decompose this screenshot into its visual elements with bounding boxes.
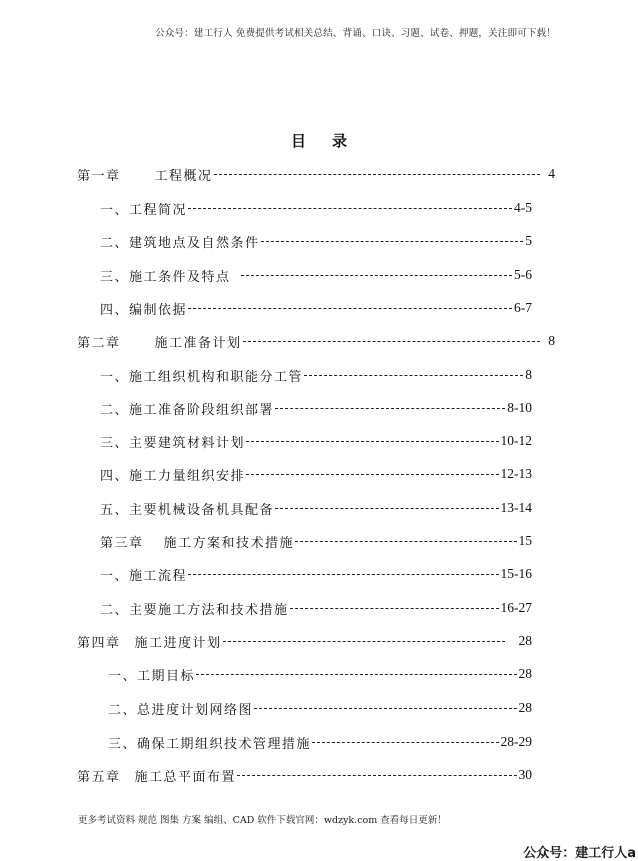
toc-page-number: 28-29 xyxy=(500,734,532,749)
toc-leader xyxy=(188,574,498,575)
toc-entry-section[interactable] xyxy=(100,498,532,518)
toc-title xyxy=(0,130,638,151)
toc-leader xyxy=(237,775,516,776)
toc-entry-section[interactable] xyxy=(100,198,532,218)
toc-page-number: 16-27 xyxy=(500,600,532,615)
toc-page-number: 8 xyxy=(525,367,532,382)
toc-page-number: 4 xyxy=(548,166,555,181)
toc-page-number: 13-14 xyxy=(500,500,532,515)
toc-leader xyxy=(295,541,516,542)
toc-entry-chapter-1[interactable] xyxy=(77,164,555,184)
toc-entry-label: 第二章 施工准备计划 xyxy=(77,335,242,351)
toc-leader xyxy=(241,275,512,276)
toc-leader xyxy=(214,174,541,175)
toc-page-number: 12-13 xyxy=(500,466,532,481)
toc-leader xyxy=(304,375,523,376)
toc-page-number: 5 xyxy=(525,233,532,248)
toc-entry-section[interactable] xyxy=(100,398,532,418)
toc-page-number: 10-12 xyxy=(500,433,532,448)
toc-entry-label: 二、总进度计划网络图 xyxy=(108,702,254,718)
toc-entry-section[interactable] xyxy=(100,231,532,251)
toc-entry-label: 二、建筑地点及自然条件 xyxy=(100,235,260,251)
toc-page-number: 28 xyxy=(518,633,532,648)
toc-leader xyxy=(196,674,516,675)
toc-entry-chapter-4[interactable] xyxy=(77,631,532,651)
header-note: 公众号：建工行人 免费提供考试相关总结、背诵、口诀、习题、试卷、押题，关注即可下载！ xyxy=(155,28,556,39)
toc-leader xyxy=(188,308,512,309)
toc-page-number: 8-10 xyxy=(507,400,532,415)
toc-entry-section[interactable] xyxy=(108,732,532,752)
toc-entry-label: 第三章 施工方案和技术措施 xyxy=(100,535,295,551)
toc-leader xyxy=(223,641,505,642)
toc-entry-label: 一、工期目标 xyxy=(108,668,196,684)
toc-leader xyxy=(254,708,516,709)
toc-page-number: 5-6 xyxy=(514,267,532,282)
toc-page-number: 8 xyxy=(548,333,555,348)
toc-entry-label: 三、施工条件及特点 xyxy=(100,269,231,285)
toc-entry-label: 一、施工流程 xyxy=(100,568,188,584)
toc-page-number: 4-5 xyxy=(514,200,532,215)
toc-entry-label: 一、工程简况 xyxy=(100,202,188,218)
toc-entry-section[interactable] xyxy=(100,464,532,484)
toc-entry-label: 三、主要建筑材料计划 xyxy=(100,435,246,451)
toc-title-char-1: 目 xyxy=(290,132,306,150)
toc-entry-label: 五、主要机械设备机具配备 xyxy=(100,502,275,518)
toc-entry-label: 第一章 工程概况 xyxy=(77,168,213,184)
toc-entry-label: 一、施工组织机构和职能分工管 xyxy=(100,369,304,385)
toc-page-number: 28 xyxy=(518,700,532,715)
toc-page-number: 15 xyxy=(518,533,532,548)
toc-entry-section[interactable] xyxy=(108,664,532,684)
toc-entry-label: 第五章 施工总平面布置 xyxy=(77,769,237,785)
toc-entry-label: 二、施工准备阶段组织部署 xyxy=(100,402,275,418)
toc-entry-section[interactable] xyxy=(100,365,532,385)
toc-leader xyxy=(243,341,541,342)
toc-leader xyxy=(246,441,498,442)
toc-leader xyxy=(312,742,498,743)
toc-leader xyxy=(261,241,524,242)
toc-leader xyxy=(246,474,498,475)
toc-entry-label: 四、编制依据 xyxy=(100,302,188,318)
toc-leader xyxy=(275,508,498,509)
toc-entry-section[interactable] xyxy=(100,265,532,285)
toc-page-number: 28 xyxy=(518,666,532,681)
toc-page-number: 15-16 xyxy=(500,566,532,581)
toc-page-number: 6-7 xyxy=(514,300,532,315)
toc-title-char-2: 录 xyxy=(332,132,348,150)
toc-entry-chapter-5[interactable] xyxy=(77,765,532,785)
toc-leader xyxy=(290,608,499,609)
watermark: 公众号：建工行人a xyxy=(523,846,636,861)
toc-entry-section[interactable] xyxy=(108,698,532,718)
toc-entry-section[interactable] xyxy=(100,298,532,318)
toc-entry-label: 三、确保工期组织技术管理措施 xyxy=(108,736,312,752)
toc-entry-label: 四、施工力量组织安排 xyxy=(100,468,246,484)
toc-entry-label: 二、主要施工方法和技术措施 xyxy=(100,602,289,618)
footer-note: 更多考试资料 规范 图集 方案 编组、CAD 软件下载官网：wdzyk.com 查看每日更新！ xyxy=(78,815,447,826)
toc-leader xyxy=(275,408,505,409)
toc-entry-section[interactable] xyxy=(100,598,532,618)
toc-page-number: 30 xyxy=(518,767,532,782)
toc-entry-section[interactable] xyxy=(100,431,532,451)
toc-entry-label: 第四章 施工进度计划 xyxy=(77,635,222,651)
toc-entry-chapter-3[interactable] xyxy=(100,531,532,551)
toc-leader xyxy=(188,208,512,209)
toc-entry-chapter-2[interactable] xyxy=(77,331,555,351)
toc-entry-section[interactable] xyxy=(100,564,532,584)
